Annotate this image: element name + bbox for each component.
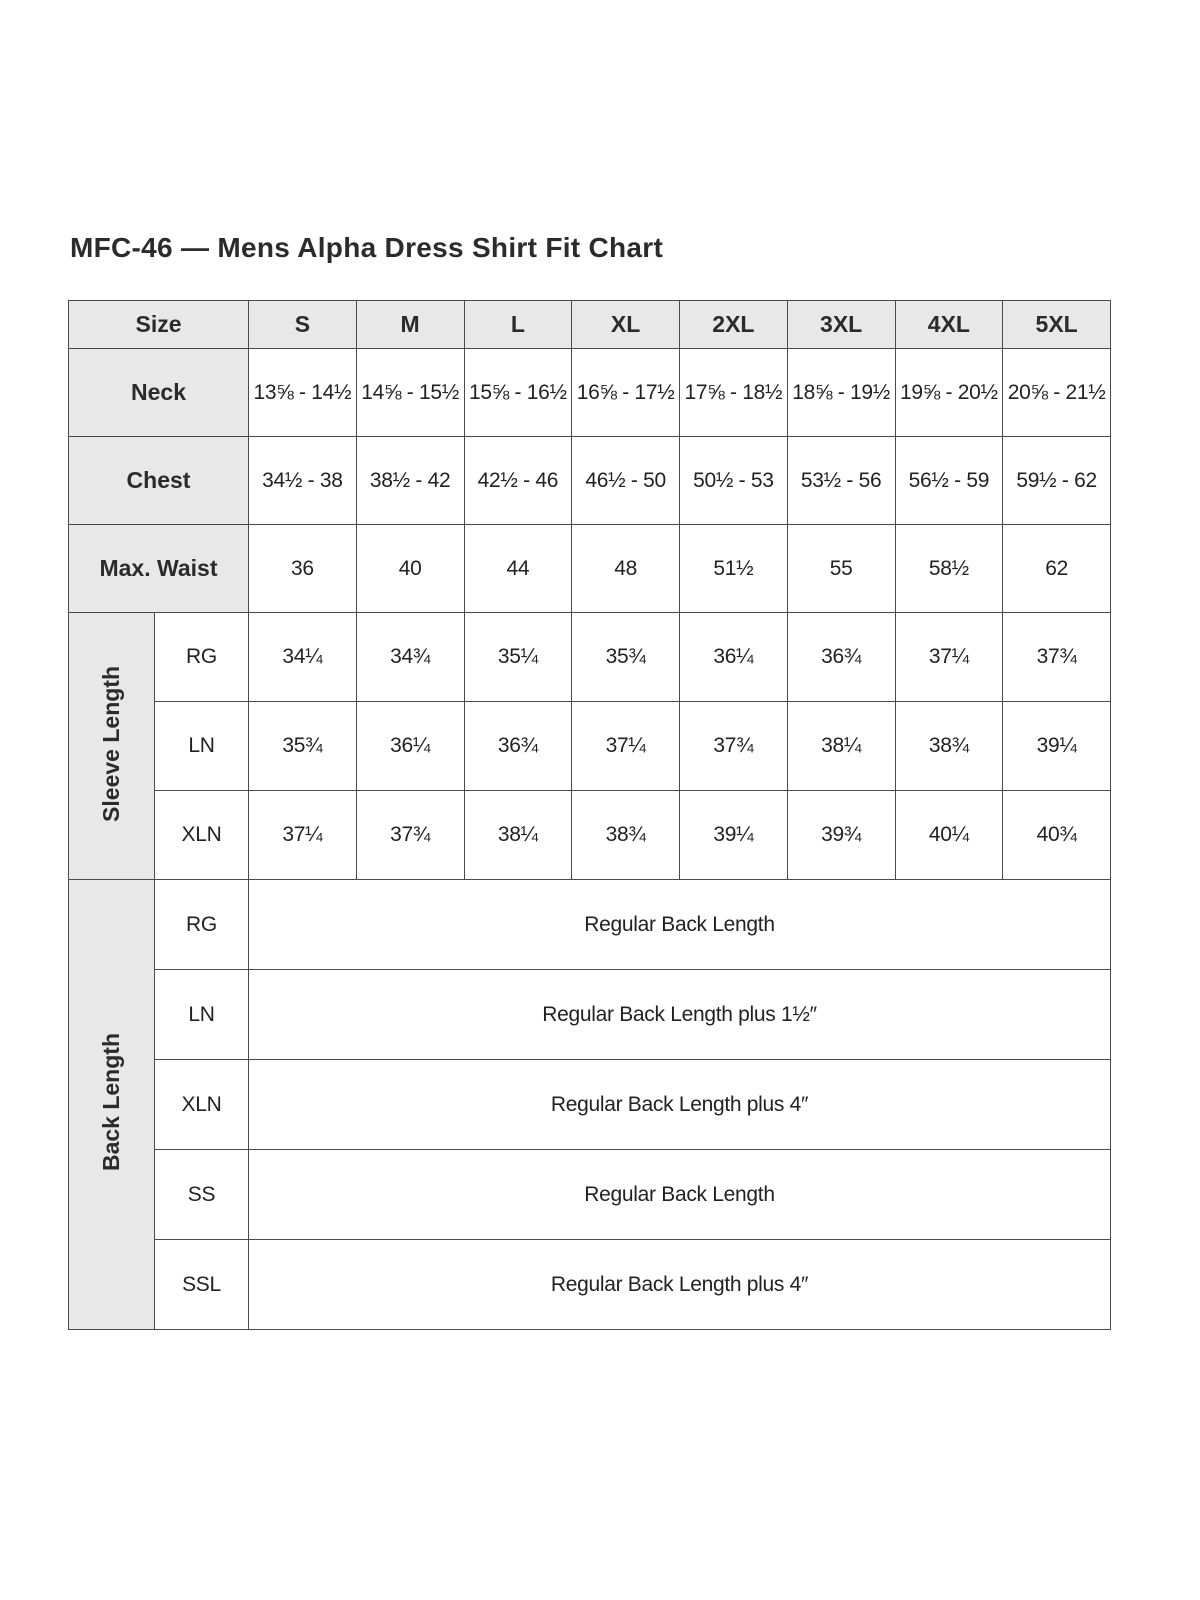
- max-waist-value-cell: 62: [1003, 525, 1111, 613]
- chest-value-cell: 42½ - 46: [464, 437, 572, 525]
- back-ssl-sublabel: SSL: [155, 1240, 249, 1330]
- max-waist-value-cell: 36: [249, 525, 357, 613]
- sleeve-rg-value-cell: 37¼: [895, 613, 1003, 702]
- chest-value-cell: 50½ - 53: [680, 437, 788, 525]
- back-ln-sublabel: LN: [155, 970, 249, 1060]
- sleeve-xln-value-cell: 37¼: [249, 791, 357, 880]
- chest-value-cell: 38½ - 42: [356, 437, 464, 525]
- sleeve-rg-value-cell: 35¾: [572, 613, 680, 702]
- sleeve-ln-value-cell: 39¼: [1003, 702, 1111, 791]
- sleeve-rg-value-cell: 36¼: [680, 613, 788, 702]
- size-col-header: XL: [572, 301, 680, 349]
- neck-value-cell: 15⅝ - 16½: [464, 349, 572, 437]
- size-col-header: 5XL: [1003, 301, 1111, 349]
- chest-row: [69, 437, 1111, 525]
- back-ln-row: [69, 970, 1111, 1060]
- fit-chart-table: [68, 300, 1111, 1330]
- sleeve-length-label: Sleeve Length: [98, 665, 124, 822]
- neck-value-cell: 20⅝ - 21½: [1003, 349, 1111, 437]
- max-waist-label-cell: Max. Waist: [69, 525, 249, 613]
- sleeve-rg-value-cell: 36¾: [787, 613, 895, 702]
- back-ss-row: [69, 1150, 1111, 1240]
- sleeve-xln-value-cell: 40¼: [895, 791, 1003, 880]
- sleeve-rg-sublabel: RG: [155, 613, 249, 702]
- sleeve-xln-value-cell: 39¾: [787, 791, 895, 880]
- neck-value-cell: 16⅝ - 17½: [572, 349, 680, 437]
- max-waist-value-cell: 40: [356, 525, 464, 613]
- back-xln-text-cell: Regular Back Length plus 4″: [249, 1060, 1111, 1150]
- chest-value-cell: 56½ - 59: [895, 437, 1003, 525]
- sleeve-xln-row: [69, 791, 1111, 880]
- sleeve-xln-sublabel: XLN: [155, 791, 249, 880]
- neck-row: [69, 349, 1111, 437]
- sleeve-ln-value-cell: 37¼: [572, 702, 680, 791]
- back-length-label: Back Length: [98, 1032, 124, 1172]
- neck-value-cell: 13⅝ - 14½: [249, 349, 357, 437]
- chest-value-cell: 34½ - 38: [249, 437, 357, 525]
- sleeve-ln-sublabel: LN: [155, 702, 249, 791]
- size-col-header: S: [249, 301, 357, 349]
- chest-value-cell: 46½ - 50: [572, 437, 680, 525]
- chest-label-cell: Chest: [69, 437, 249, 525]
- chest-value-cell: 53½ - 56: [787, 437, 895, 525]
- max-waist-value-cell: 55: [787, 525, 895, 613]
- neck-label-cell: Neck: [69, 349, 249, 437]
- sleeve-ln-row: [69, 702, 1111, 791]
- neck-value-cell: 14⅝ - 15½: [356, 349, 464, 437]
- header-row: [69, 301, 1111, 349]
- sleeve-length-label-cell: [69, 613, 155, 880]
- sleeve-xln-value-cell: 39¼: [680, 791, 788, 880]
- neck-value-cell: 19⅝ - 20½: [895, 349, 1003, 437]
- back-ssl-row: [69, 1240, 1111, 1330]
- sleeve-rg-row: [69, 613, 1111, 702]
- sleeve-rg-value-cell: 35¼: [464, 613, 572, 702]
- sleeve-rg-value-cell: 37¾: [1003, 613, 1111, 702]
- back-ss-text-cell: Regular Back Length: [249, 1150, 1111, 1240]
- max-waist-value-cell: 44: [464, 525, 572, 613]
- back-ssl-text-cell: Regular Back Length plus 4″: [249, 1240, 1111, 1330]
- size-col-header: 4XL: [895, 301, 1003, 349]
- sleeve-xln-value-cell: 37¾: [356, 791, 464, 880]
- back-rg-row: [69, 880, 1111, 970]
- max-waist-value-cell: 58½: [895, 525, 1003, 613]
- back-ss-sublabel: SS: [155, 1150, 249, 1240]
- size-col-header: M: [356, 301, 464, 349]
- size-col-header: L: [464, 301, 572, 349]
- sleeve-xln-value-cell: 38¾: [572, 791, 680, 880]
- sleeve-ln-value-cell: 35¾: [249, 702, 357, 791]
- size-col-header: 2XL: [680, 301, 788, 349]
- back-length-label-cell: [69, 880, 155, 1330]
- sleeve-xln-value-cell: 38¼: [464, 791, 572, 880]
- sleeve-ln-value-cell: 38¼: [787, 702, 895, 791]
- sleeve-xln-value-cell: 40¾: [1003, 791, 1111, 880]
- size-col-header: 3XL: [787, 301, 895, 349]
- sleeve-rg-value-cell: 34¼: [249, 613, 357, 702]
- back-ln-text-cell: Regular Back Length plus 1½″: [249, 970, 1111, 1060]
- page-title: MFC-46 — Mens Alpha Dress Shirt Fit Chart: [70, 232, 664, 263]
- sleeve-ln-value-cell: 37¾: [680, 702, 788, 791]
- max-waist-value-cell: 48: [572, 525, 680, 613]
- chest-value-cell: 59½ - 62: [1003, 437, 1111, 525]
- back-rg-sublabel: RG: [155, 880, 249, 970]
- max-waist-row: [69, 525, 1111, 613]
- back-xln-row: [69, 1060, 1111, 1150]
- back-xln-sublabel: XLN: [155, 1060, 249, 1150]
- sleeve-rg-value-cell: 34¾: [356, 613, 464, 702]
- size-header-cell: Size: [69, 301, 249, 349]
- back-rg-text-cell: Regular Back Length: [249, 880, 1111, 970]
- sleeve-ln-value-cell: 36¼: [356, 702, 464, 791]
- max-waist-value-cell: 51½: [680, 525, 788, 613]
- neck-value-cell: 17⅝ - 18½: [680, 349, 788, 437]
- sleeve-ln-value-cell: 36¾: [464, 702, 572, 791]
- sleeve-ln-value-cell: 38¾: [895, 702, 1003, 791]
- neck-value-cell: 18⅝ - 19½: [787, 349, 895, 437]
